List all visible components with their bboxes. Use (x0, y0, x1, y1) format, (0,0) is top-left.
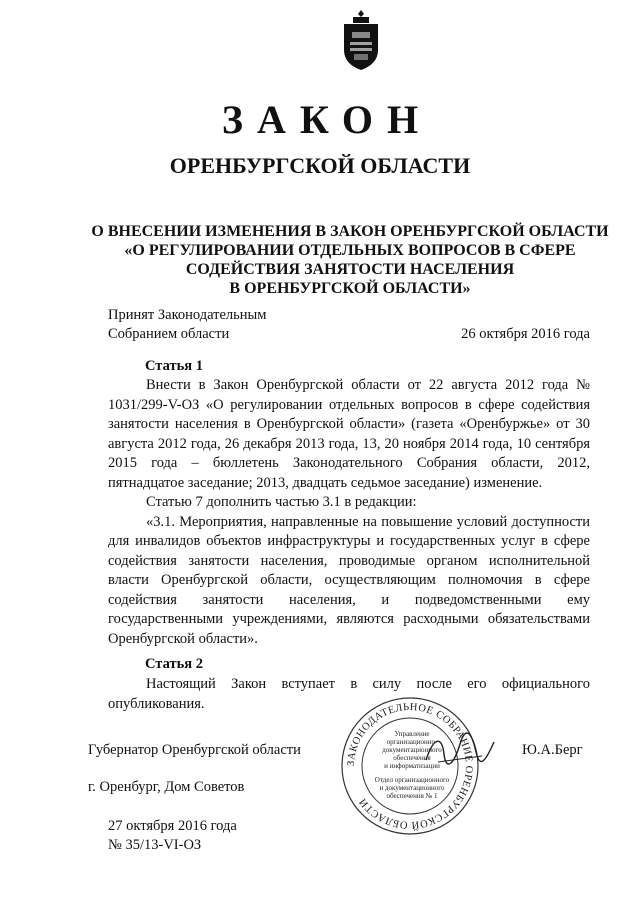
adoption-line: Принят Законодательным (108, 307, 267, 323)
article-1-body (108, 376, 590, 649)
article-2-title: Статья 2 (145, 656, 203, 672)
seal-line: и информатизации (384, 762, 440, 770)
subject-line: «О РЕГУЛИРОВАНИИ ОТДЕЛЬНЫХ ВОПРОСОВ В СФЕРЕ (124, 242, 576, 259)
signer-position: Губернатор Оренбургской области (88, 742, 301, 758)
signer-name: Ю.А.Берг (522, 742, 583, 758)
signing-place: г. Оренбург, Дом Советов (88, 779, 245, 795)
region-title: ОРЕНБУРГСКОЙ ОБЛАСТИ (169, 153, 471, 178)
adoption-date: 26 октября 2016 года (461, 326, 590, 342)
article-paragraph: Настоящий Закон вступает в силу после его официального опубликования. (108, 676, 590, 712)
law-title: ЗАКОН (221, 97, 433, 142)
article-paragraph: «3.1. Мероприятия, направленные на повышение условий доступности для инвалидов объектов инфраструктуры и государственных услуг в сфере содействия занятости населения, проводимые органом исполнительной власти Оренбургской области, осуществляющим полномочия в сфере содействия занятости населения, и подведомственными ему государственными учреждениями, являются расходными обязательствами Оренбургской области». (108, 513, 590, 647)
subject-line: О ВНЕСЕНИИ ИЗМЕНЕНИЯ В ЗАКОН ОРЕНБУРГСКОЙ ОБЛАСТИ (91, 223, 609, 240)
seal-line: документационного (382, 746, 442, 754)
coat-of-arms-emblem (338, 8, 384, 72)
law-number: № 35/13-VI-ОЗ (108, 837, 202, 853)
subject-line: СОДЕЙСТВИЯ ЗАНЯТОСТИ НАСЕЛЕНИЯ (185, 261, 515, 278)
seal-line: и документационного (379, 784, 445, 792)
signing-info (108, 817, 237, 855)
adoption-info (108, 306, 266, 344)
seal-line: обеспечения № 1 (386, 792, 438, 800)
article-1-title: Статья 1 (145, 358, 203, 374)
seal-line: организационно- (386, 738, 438, 746)
signing-date: 27 октября 2016 года (108, 818, 237, 834)
seal-ring-text: ЗАКОНОДАТЕЛЬНОЕ СОБРАНИЕ ОРЕНБУРГСКОЙ ОБЛАСТИ (345, 701, 475, 831)
seal-line: обеспечения (393, 754, 431, 762)
adoption-line: Собранием области (108, 326, 230, 342)
seal-line: Отдел организационного (374, 776, 450, 784)
subject-line: В ОРЕНБУРГСКОЙ ОБЛАСТИ» (229, 280, 471, 297)
seal-line: Управление (394, 730, 430, 738)
article-paragraph: Статью 7 дополнить частью 3.1 в редакции: (146, 494, 417, 510)
article-paragraph: Внести в Закон Оренбургской области от 22 августа 2012 года № 1031/299-V-ОЗ «О регулировании отдельных вопросов в сфере содействия занятости населения в Оренбургской области» (газета «Оренбуржье» от 30 августа 2012 года, 26 декабря 2013 года, 13, 20 ноября 2014 года, 10 сентября 2015 года – бюллетень Законодательного Собрания области, 2012, пятнадцатое заседание; 2013, двадцать седьмое заседание) изменение. (108, 377, 590, 491)
law-subject (90, 222, 610, 298)
handwritten-signature (420, 730, 500, 770)
